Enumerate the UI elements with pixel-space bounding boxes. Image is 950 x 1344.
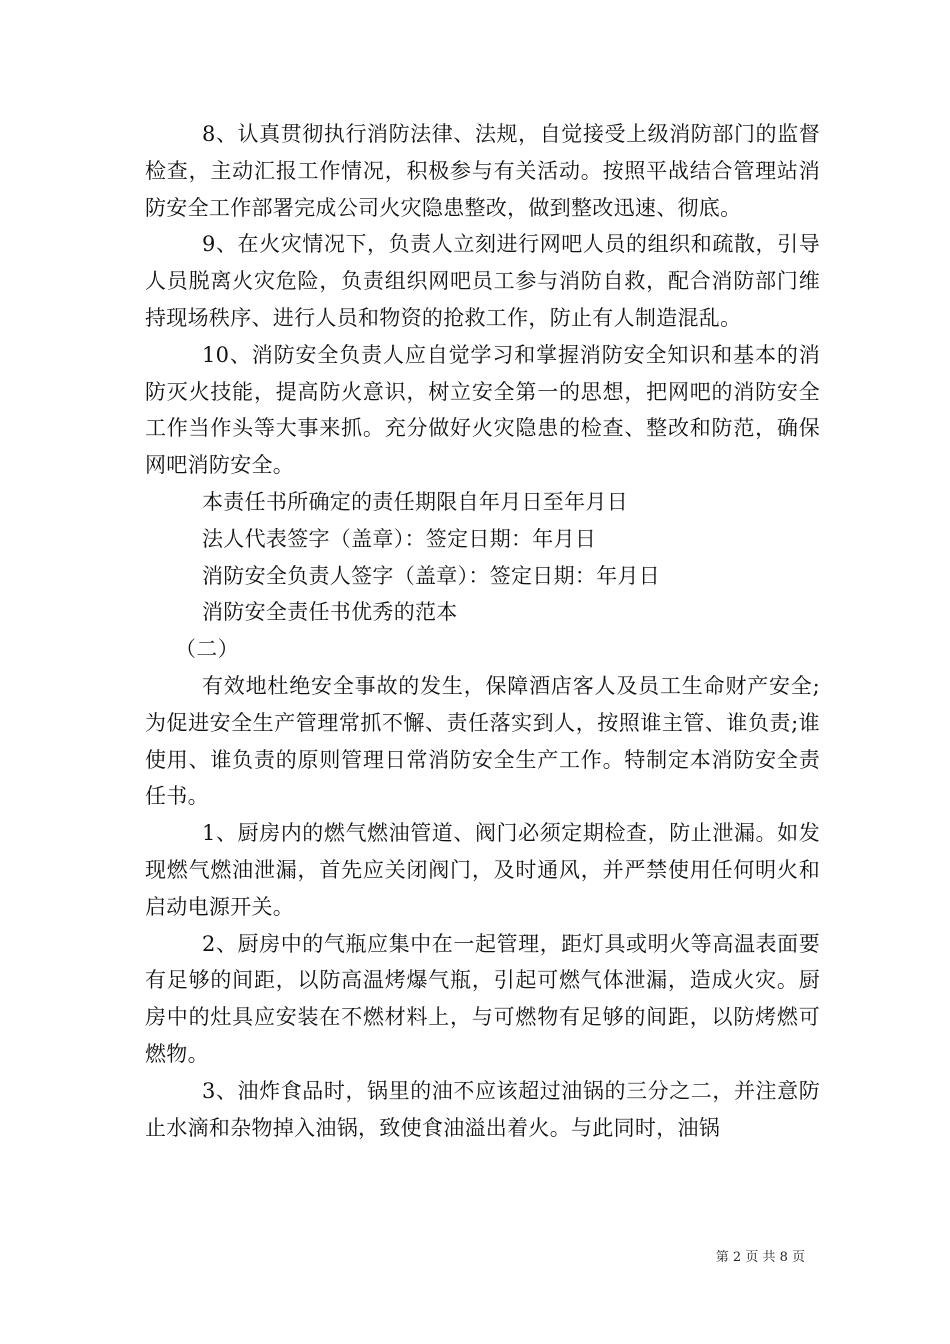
paragraph-item-10: 10、消防安全负责人应自觉学习和掌握消防安全知识和基本的消防灭火技能，提高防火意识，树立安全第一的思想，把网吧的消防安全工作当作头等大事来抓。充分做好火灾隐患的检查、整改和防范，确保网吧消防安全。	[145, 342, 820, 478]
responsibility-period-line: 本责任书所确定的责任期限自年月日至年月日	[202, 489, 628, 514]
paragraph-item-8: 8、认真贯彻执行消防法律、法规，自觉接受上级消防部门的监督检查，主动汇报工作情况，积极参与有关活动。按照平战结合管理站消防安全工作部署完成公司火灾隐患整改，做到整改迅速、彻底。	[145, 122, 820, 220]
paragraph-item-9: 9、在火灾情况下，负责人立刻进行网吧人员的组织和疏散，引导人员脱离火灾危险，负责组织网吧员工参与消防自救，配合消防部门维持现场秩序、进行人员和物资的抢救工作，防止有人制造混乱。	[145, 232, 820, 330]
document-body	[145, 116, 820, 1146]
paragraph-item-3: 3、油炸食品时，锅里的油不应该超过油锅的三分之二，并注意防止水滴和杂物掉入油锅，致使食油溢出着火。与此同时，油锅	[145, 1078, 820, 1140]
paragraph-item-2: 2、厨房中的气瓶应集中在一起管理，距灯具或明火等高温表面要有足够的间距，以防高温烤爆气瓶，引起可燃气体泄漏，造成火灾。厨房中的灶具应安装在不燃材料上，与可燃物有足够的间距，以防烤燃可燃物。	[145, 931, 820, 1066]
safety-officer-signature-line: 消防安全负责人签字（盖章）：签定日期：年月日	[202, 563, 661, 588]
paragraph-item-1: 1、厨房内的燃气燃油管道、阀门必须定期检查，防止泄漏。如发现燃气燃油泄漏，首先应关闭阀门，及时通风，并严禁使用任何明火和启动电源开关。	[145, 821, 820, 919]
page-number-footer: 第 2 页 共 8 页	[715, 1250, 805, 1265]
section-title: 消防安全责任书优秀的范本	[202, 600, 458, 625]
legal-rep-signature-line: 法人代表签字（盖章）：签定日期：年月日	[202, 526, 597, 551]
intro-paragraph: 有效地杜绝安全事故的发生，保障酒店客人及员工生命财产安全;为促进安全生产管理常抓不懈、责任落实到人，按照谁主管、谁负责;谁使用、谁负责的原则管理日常消防安全生产工作。特制定本消防安全责任书。	[145, 673, 820, 809]
section-number: （二）	[175, 637, 239, 662]
